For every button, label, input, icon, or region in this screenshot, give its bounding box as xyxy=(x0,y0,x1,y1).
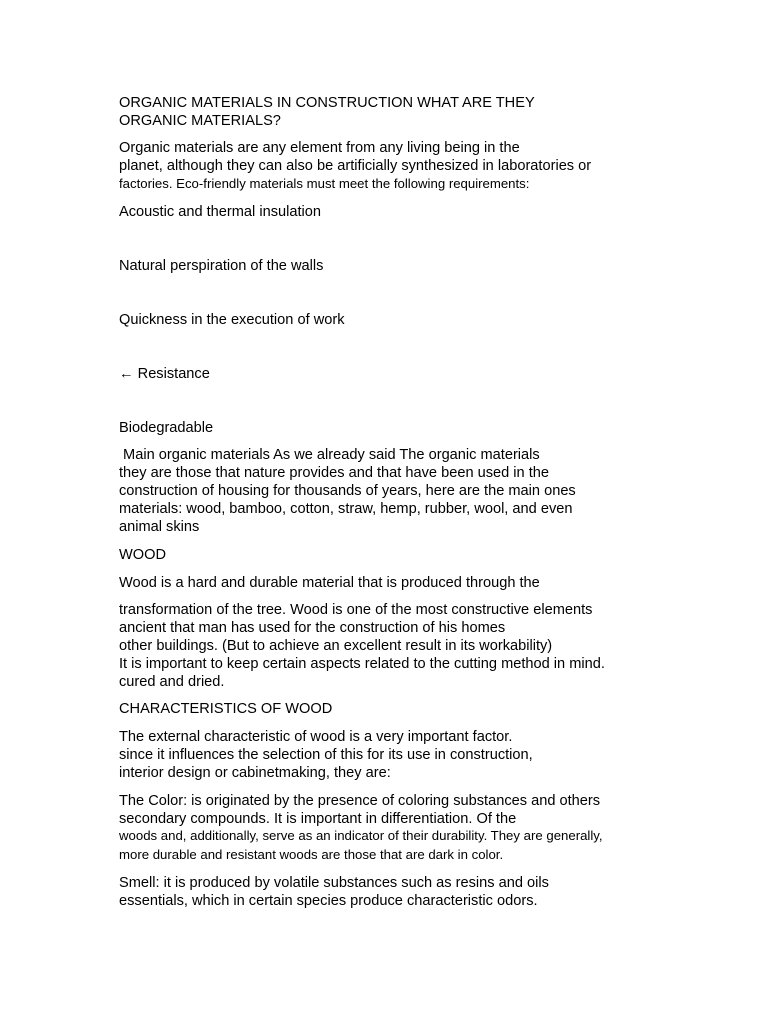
color-paragraph-line: more durable and resistant woods are those that are dark in color. xyxy=(119,847,504,862)
color-paragraph-line: The Color: is originated by the presence of coloring substances and others xyxy=(119,793,601,809)
color-paragraph-line: woods and, additionally, serve as an indicator of their durability. They are generally, xyxy=(119,828,603,843)
smell-paragraph-line: essentials, which in certain species produce characteristic odors. xyxy=(119,893,538,909)
document-title-line: ORGANIC MATERIALS IN CONSTRUCTION WHAT ARE THEY xyxy=(119,95,535,111)
main-materials-line: materials: wood, bamboo, cotton, straw, hemp, rubber, wool, and even xyxy=(119,501,573,517)
main-materials-line: Main organic materials As we already said The organic materials xyxy=(119,447,540,463)
characteristics-paragraph-line: The external characteristic of wood is a very important factor. xyxy=(119,729,513,745)
wood-paragraph-line: other buildings. (But to achieve an excellent result in its workability) xyxy=(119,638,553,654)
color-paragraph-line: secondary compounds. It is important in differentiation. Of the xyxy=(119,811,517,827)
wood-paragraph-line: It is important to keep certain aspects related to the cutting method in mind. xyxy=(119,656,605,672)
main-materials-line: animal skins xyxy=(119,519,200,535)
characteristics-heading: CHARACTERISTICS OF WOOD xyxy=(119,701,333,717)
requirement-item: Biodegradable xyxy=(119,420,214,436)
main-materials-line: construction of housing for thousands of years, here are the main ones xyxy=(119,483,576,499)
requirement-item: Quickness in the execution of work xyxy=(119,312,345,328)
requirement-item: ← Resistance xyxy=(119,366,210,382)
intro-paragraph-line: Organic materials are any element from any living being in the xyxy=(119,140,520,156)
wood-paragraph-line: ancient that man has used for the construction of his homes xyxy=(119,620,506,636)
wood-paragraph-line: Wood is a hard and durable material that is produced through the xyxy=(119,575,540,591)
characteristics-paragraph-line: since it influences the selection of this for its use in construction, xyxy=(119,747,533,763)
requirement-item: Acoustic and thermal insulation xyxy=(119,204,321,220)
document-title-line: ORGANIC MATERIALS? xyxy=(119,113,281,129)
main-materials-line: they are those that nature provides and that have been used in the xyxy=(119,465,550,481)
intro-paragraph-line: planet, although they can also be artificially synthesized in laboratories or xyxy=(119,158,592,174)
wood-paragraph-line: cured and dried. xyxy=(119,674,225,690)
requirement-item: Natural perspiration of the walls xyxy=(119,258,324,274)
characteristics-paragraph-line: interior design or cabinetmaking, they are: xyxy=(119,765,391,781)
smell-paragraph-line: Smell: it is produced by volatile substances such as resins and oils xyxy=(119,875,549,891)
wood-heading: WOOD xyxy=(119,547,167,563)
intro-paragraph-line: factories. Eco-friendly materials must meet the following requirements: xyxy=(119,176,530,191)
wood-paragraph-line: transformation of the tree. Wood is one of the most constructive elements xyxy=(119,602,593,618)
